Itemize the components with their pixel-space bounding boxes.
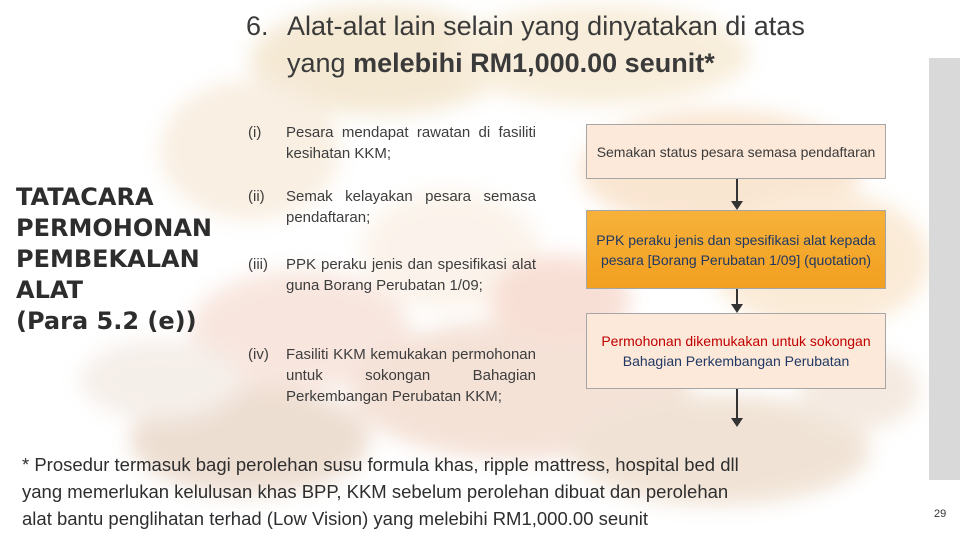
- flow-box-ppk-certify: [586, 210, 886, 289]
- heading-line: PEMBEKALAN: [16, 245, 200, 273]
- flow-box-text: Semakan status pesara semasa pendaftaran: [596, 143, 876, 160]
- footnote-line: * Prosedur termasuk bagi perolehan susu formula khas, ripple mattress, hospital bed dll: [22, 454, 739, 475]
- title-line-2-prefix: yang: [287, 48, 354, 78]
- footnote-line: alat bantu penglihatan terhad (Low Vision) yang melebihi RM1,000.00 seunit: [22, 508, 648, 529]
- title-line-2: [287, 45, 715, 82]
- title-number: 6.: [246, 11, 269, 41]
- step-text: Pesara mendapat rawatan di fasiliti kesihatan KKM;: [286, 124, 536, 162]
- procedure-heading: [16, 182, 236, 337]
- footnote-line: yang memerlukan kelulusan khas BPP, KKM sebelum perolehan dibuat dan perolehan: [22, 481, 729, 502]
- page-number: 29: [934, 508, 947, 520]
- flow-arrow-down-icon: [736, 389, 738, 425]
- footnote: [22, 451, 882, 532]
- flow-arrow-down-icon: [736, 289, 738, 311]
- title-line-2-bold: melebihi RM1,000.00 seunit*: [353, 48, 715, 78]
- heading-line: (Para 5.2 (e)): [16, 307, 197, 335]
- flow-box-text: PPK peraku jenis dan spesifikasi alat kepada pesara [Borang Perubatan 1/09] (quotation): [596, 231, 876, 268]
- flow-box-registration-check: [586, 124, 886, 179]
- step-numeral: (ii): [248, 188, 265, 205]
- right-side-bar: [929, 58, 960, 480]
- heading-line: TATACARA: [16, 183, 154, 211]
- step-text: Fasiliti KKM kemukakan permohonan untuk sokongan Bahagian Perkembangan Perubatan KKM;: [286, 346, 536, 405]
- step-text: Semak kelayakan pesara semasa pendaftaran;: [286, 188, 536, 226]
- step-numeral: (iv): [248, 346, 269, 363]
- step-numeral: (i): [248, 124, 262, 141]
- heading-line: ALAT: [16, 276, 83, 304]
- flow-box-text-red: Permohonan dikemukakan untuk sokongan: [601, 333, 871, 349]
- step-text: PPK peraku jenis dan spesifikasi alat guna Borang Perubatan 1/09;: [286, 256, 536, 294]
- heading-line: PERMOHONAN: [16, 214, 212, 242]
- step-numeral: (iii): [248, 256, 268, 273]
- flow-arrow-down-icon: [736, 179, 738, 208]
- flow-box-application-submitted: [586, 313, 886, 389]
- flow-box-text-blue: Bahagian Perkembangan Perubatan: [622, 353, 850, 369]
- flow-box-text: [587, 331, 885, 371]
- title-line-1: Alat-alat lain selain yang dinyatakan di atas: [287, 11, 805, 41]
